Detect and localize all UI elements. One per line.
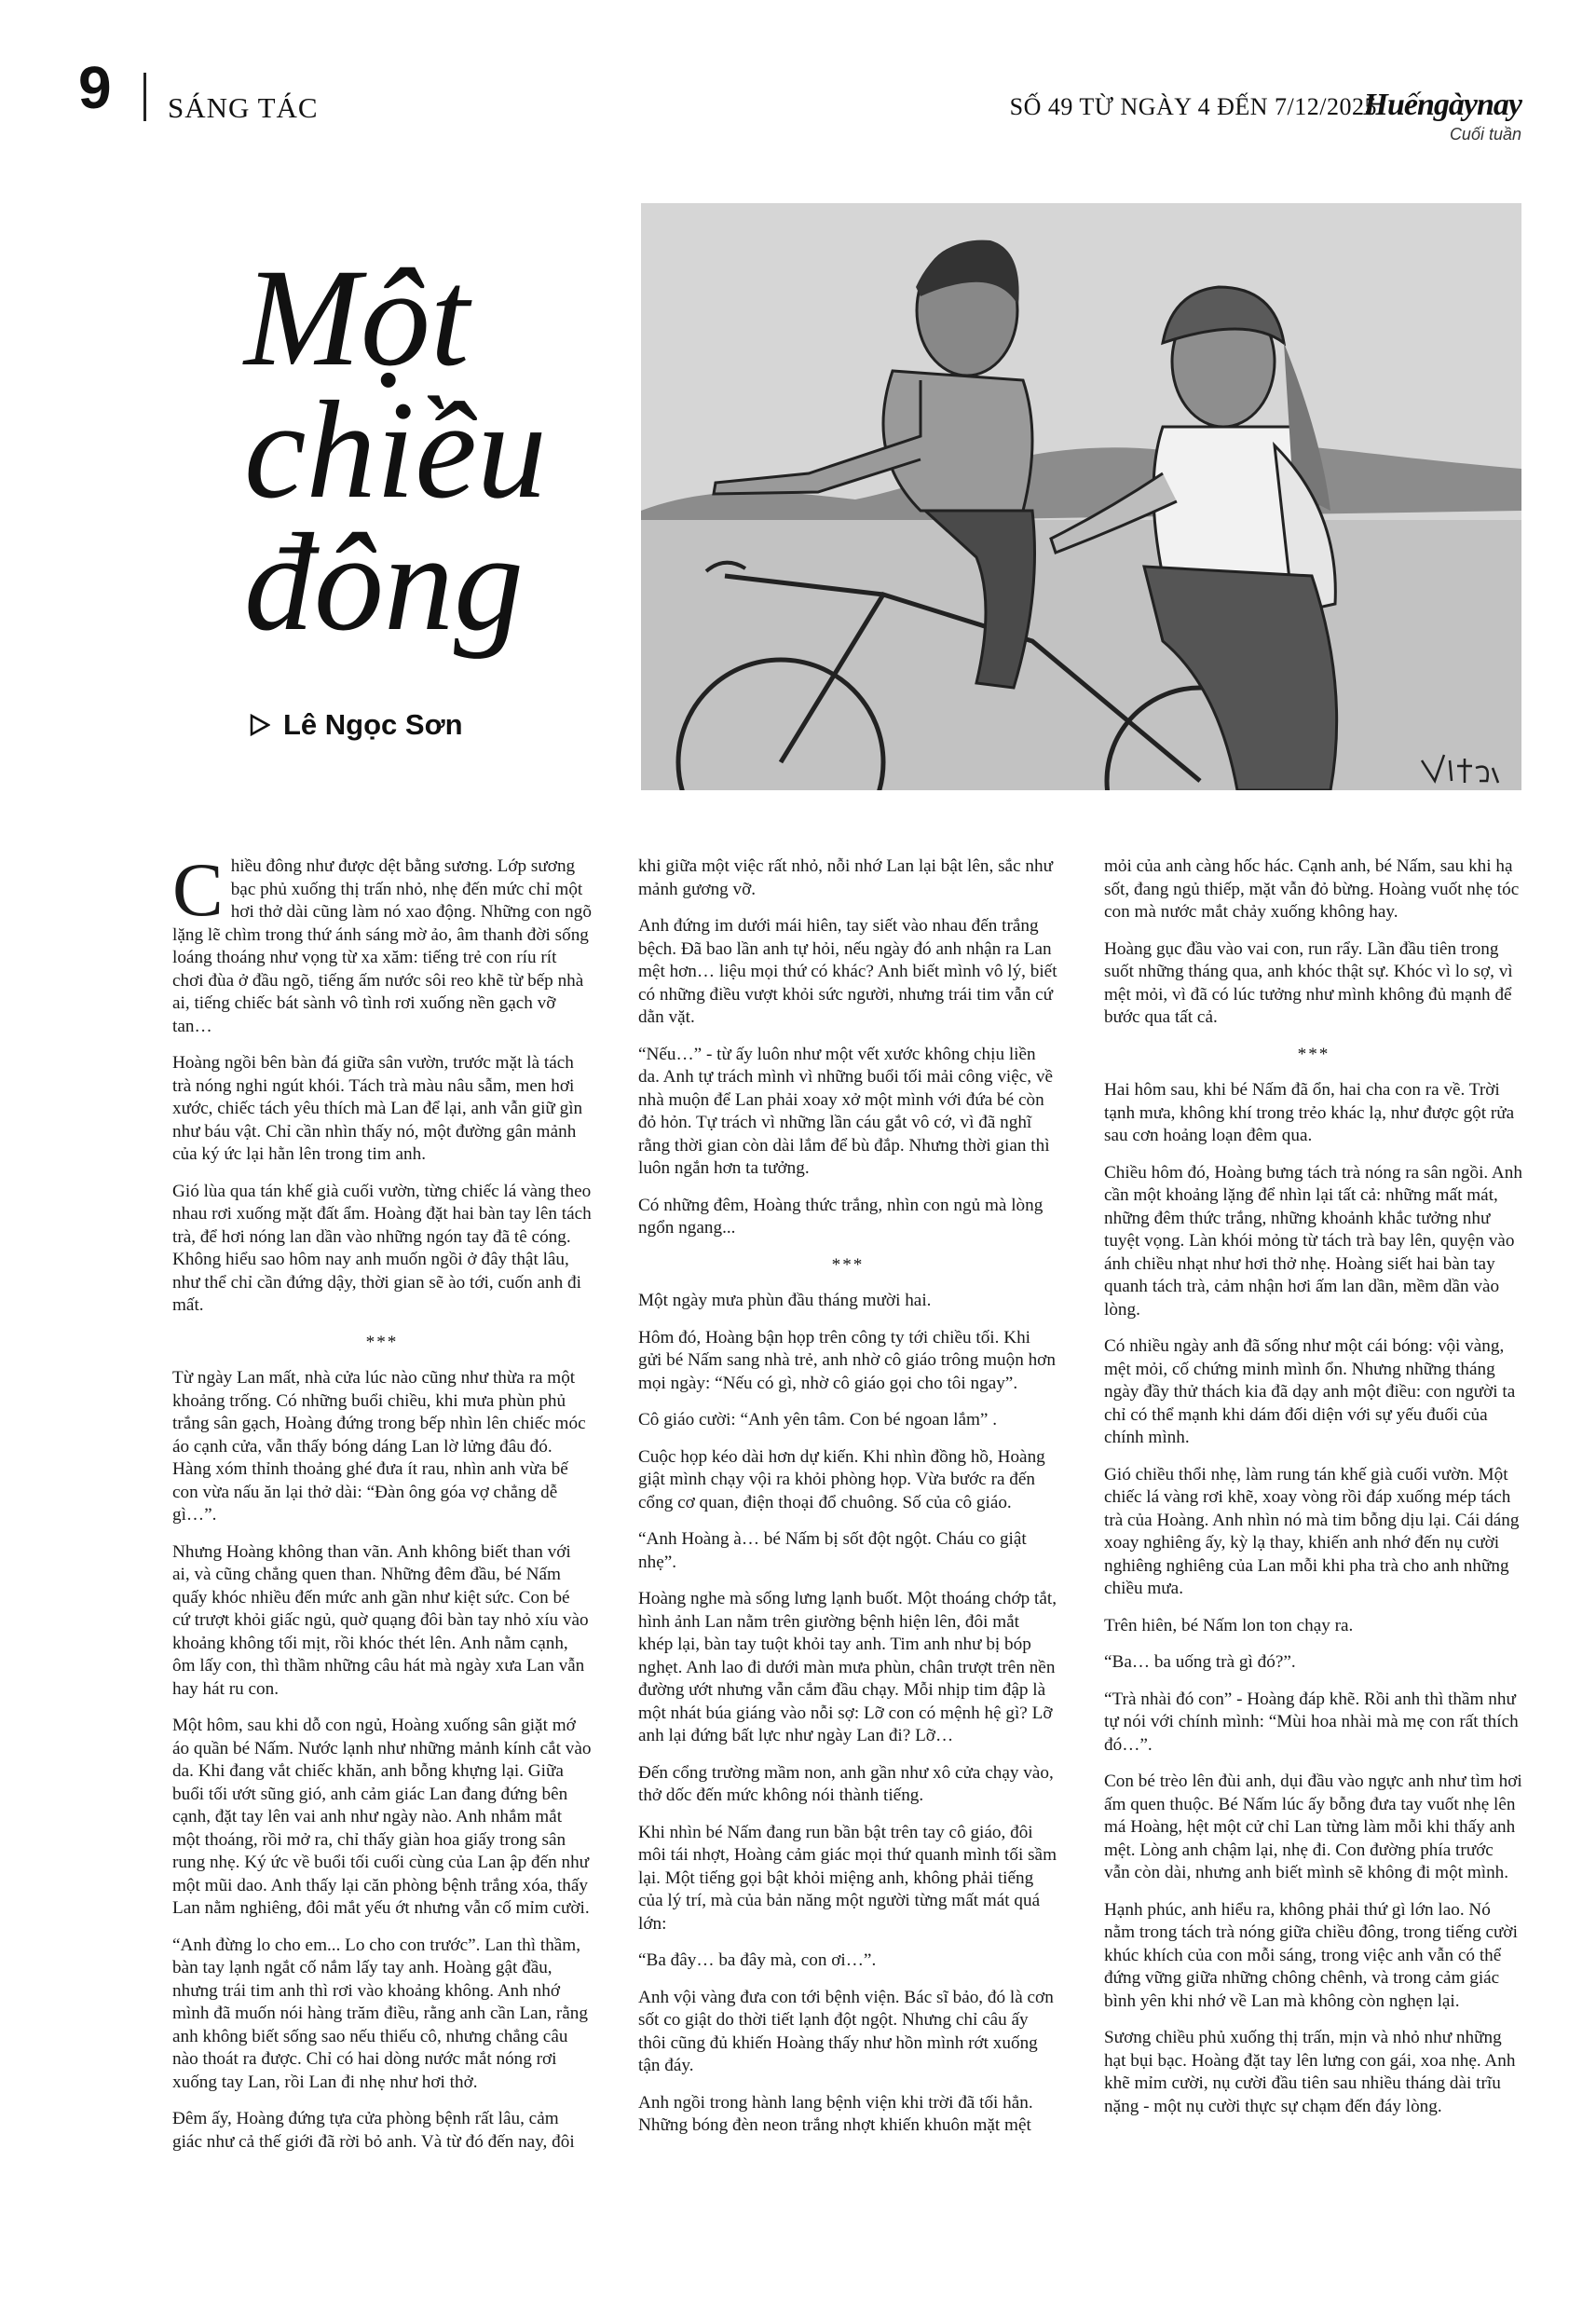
article-body (172, 847, 1523, 2168)
paragraph-text: Có những đêm, Hoàng thức trắng, nhìn con ngủ mà lòng ngổn ngang... (638, 1195, 1044, 1238)
body-paragraph (172, 2108, 592, 2154)
brand-logo: Huếngàynay (1363, 88, 1521, 122)
article-title (244, 240, 654, 660)
body-paragraph (172, 1715, 592, 1921)
body-paragraph (172, 1935, 592, 2095)
paragraph-text: “Anh Hoàng à… bé Nấm bị sốt đột ngột. Cháu co giật nhẹ”. (638, 1529, 1027, 1572)
brand-subtitle: Cuối tuần (1449, 125, 1521, 144)
body-paragraph (638, 1409, 1057, 1432)
title-line: Một (244, 240, 470, 395)
body-paragraph (638, 915, 1057, 1030)
paragraph-text: Cô giáo cười: “Anh yên tâm. Con bé ngoan lắm” . (638, 1410, 998, 1430)
paragraph-text: Một ngày mưa phùn đầu tháng mười hai. (638, 1291, 932, 1310)
body-column-2 (638, 855, 1057, 2168)
body-paragraph (172, 1541, 592, 1702)
body-paragraph (172, 1052, 592, 1167)
paragraph-text: Nhưng Hoàng không than vãn. Anh không biết than với ai, và cũng chẳng quen than. Những đêm đầu, bé Nấm quấy khóc nhiều đến mức anh gần như kiệt sức. Con bé cứ trượt khỏi giấc ngủ, quờ quạng đôi bàn tay nhỏ xíu vào khoảng không tối mịt, rồi khóc thét lên. Anh nằm cạnh, ôm lấy con, thì thầm những câu hát mà ngày xưa Lan vẫn hay hát ru con. (172, 1541, 589, 1699)
paragraph-text: “Anh đừng lo cho em... Lo cho con trước”. Lan thì thầm, bàn tay lạnh ngắt cố nắm lấy tay anh. Hoàng gật đầu, nhưng trái tim anh thì rơi vào khoảng không. Anh nhớ mình đã muốn nói hàng trăm điều, rằng anh cần Lan, rằng anh không biết sống sao nếu thiếu cô, nhưng chẳng câu nào thoát ra được. Chỉ có hai dòng nước mắt nóng rơi xuống tay Lan, rồi Lan đi nhẹ như hơi thở. (172, 1935, 588, 2092)
paragraph-text: Hoàng nghe mà sống lưng lạnh buốt. Một thoáng chớp tắt, hình ảnh Lan nằm trên giường bệnh hiện lên, đôi mắt khép lại, bàn tay tuột khỏi tay anh. Tim anh như bị bóp nghẹt. Anh lao đi dưới màn mưa phùn, chân trượt trên nền đường ướt nhưng vẫn cắm đầu chạy. Mỗi nhịp tim đập là một nhát búa giáng vào nỗi sợ: Lỡ con có mệnh hệ gì? Lỡ anh lại đứng bất lực như ngày Lan đi? Lỡ… (638, 1589, 1057, 1745)
title-line: chiều (244, 373, 547, 527)
paragraph-text: mỏi của anh càng hốc hác. Cạnh anh, bé Nấm, sau khi hạ sốt, đang ngủ thiếp, mặt vẫn đỏ bừng. Hoàng vuốt nhẹ tóc con mà nước mắt chảy xuống không hay. (1104, 856, 1520, 922)
body-paragraph (172, 847, 592, 1038)
paragraph-text: *** (831, 1254, 865, 1275)
paragraph-text: Anh ngồi trong hành lang bệnh viện khi trời đã tối hẳn. Những bóng đèn neon trắng nhợt khiến khuôn mặt mệt (638, 2092, 1033, 2135)
body-paragraph (638, 1290, 1057, 1313)
body-paragraph (638, 1949, 1057, 1973)
title-line: đông (244, 505, 524, 660)
header-divider (143, 73, 146, 121)
paragraph-text: “Ba đây… ba đây mà, con ơi…”. (638, 1950, 877, 1970)
body-paragraph (638, 1822, 1057, 1936)
body-paragraph (1104, 938, 1523, 1030)
body-paragraph (638, 1446, 1057, 1515)
illustration (641, 203, 1521, 790)
body-paragraph (638, 1044, 1057, 1181)
body-paragraph (638, 1588, 1057, 1748)
body-paragraph (1104, 2027, 1523, 2118)
paragraph-text: Khi nhìn bé Nấm đang run bần bật trên tay cô giáo, đôi môi tái nhợt, Hoàng cảm giác mọi thứ quanh mình tối sầm lại. Một tiếng gọi bật khỏi miệng anh, không phải tiếng của lý trí, mà của bản năng một người từng mất mát quá lớn: (638, 1822, 1057, 1934)
author-name: Lê Ngọc Sơn (283, 708, 463, 741)
paragraph-text: Hoàng ngồi bên bàn đá giữa sân vườn, trước mặt là tách trà nóng nghi ngút khói. Tách trà màu nâu sẫm, men hơi xước, chiếc tách yêu thích mà Lan để lại, anh vẫn giữ gìn như báu vật. Chỉ cần nhìn thấy nó, một đường gân mảnh của ký ức lại hằn lên trong tim anh. (172, 1053, 583, 1164)
paragraph-text: Hoàng gục đầu vào vai con, run rẩy. Lần đầu tiên trong suốt những tháng qua, anh khóc thật sự. Khóc vì lo sợ, vì mệt mỏi, vì đã có lúc tưởng như mình không đủ mạnh để bước qua tất cả. (1104, 938, 1513, 1027)
paragraph-text: *** (365, 1332, 399, 1352)
section-separator (1104, 1044, 1523, 1067)
section-label: SÁNG TÁC (168, 91, 319, 124)
paragraph-text: Đến cổng trường mầm non, anh gần như xô cửa chạy vào, thở dốc đến mức không nói thành tiếng. (638, 1762, 1054, 1805)
body-paragraph (1104, 1651, 1523, 1675)
byline-triangle-icon (250, 714, 270, 736)
page-number: 9 (78, 54, 112, 121)
paragraph-text: hiều đông như được dệt bằng sương. Lớp sương bạc phủ xuống thị trấn nhỏ, nhẹ đến mức chỉ một hơi thở dài cũng làm nó xao động. Những con ngõ lặng lẽ chìm trong thứ ánh sáng mờ ảo, âm thanh đời sống loáng thoáng như vọng từ xa xăm: tiếng trẻ con ríu rít chơi đùa ở đầu ngõ, tiếng ấm nước sôi reo khẽ từ bếp nhà ai, tiếng chiếc bát sành vô tình rơi xuống nền gạch vỡ tan… (172, 856, 592, 1036)
drop-cap: C (172, 847, 224, 932)
paragraph-text: “Trà nhài đó con” - Hoàng đáp khẽ. Rồi anh thì thầm như tự nói với chính mình: “Mùi hoa nhài mà mẹ con rất thích đó…”. (1104, 1689, 1519, 1755)
paragraph-text: Con bé trèo lên đùi anh, dụi đầu vào ngực anh như tìm hơi ấm quen thuộc. Bé Nấm lúc ấy bỗng đưa tay vuốt nhẹ lên má Hoàng, hệt một cử chỉ Lan từng làm mỗi khi thấy anh mệt. Lòng anh chậm lại, nhẹ đi. Con đường phía trước vẫn còn dài, nhưng anh biết mình sẽ không đi một mình. (1104, 1772, 1522, 1882)
paragraph-text: Anh đứng im dưới mái hiên, tay siết vào nhau đến trắng bệch. Đã bao lần anh tự hỏi, nếu ngày đó anh nhận ra Lan mệt hơn… liệu mọi thứ có khác? Anh biết mình vô lý, biết có những điều vượt khỏi sức người, nhưng trái tim vẫn cứ dằn vặt. (638, 916, 1057, 1027)
body-paragraph (638, 855, 1057, 901)
paragraph-text: Hôm đó, Hoàng bận họp trên công ty tới chiều tối. Khi gửi bé Nấm sang nhà trẻ, anh nhờ cô giáo trông muộn hơn mọi ngày: “Nếu có gì, nhờ cô giáo gọi cho tôi ngay”. (638, 1327, 1056, 1393)
paragraph-text: *** (1297, 1044, 1330, 1064)
paragraph-text: Một hôm, sau khi dỗ con ngủ, Hoàng xuống sân giặt mớ áo quần bé Nấm. Nước lạnh như những mảnh kính cắt vào da. Khi đang vắt chiếc khăn, anh bỗng khựng lại. Giữa buổi tối ướt sũng gió, anh cảm giác Lan đang đứng bên cạnh, đặt tay lên vai anh như ngày nào. Anh nhắm mắt một thoáng, rồi mở ra, chỉ thấy giàn hoa giấy trong sân rung nhẹ. Ký ức về buổi tối cuối cùng của Lan ập đến như một mũi dao. Anh thấy lại căn phòng bệnh trắng xóa, thấy Lan nằm nghiêng, đôi mắt yếu ớt nhưng vẫn cố mỉm cười. (172, 1716, 592, 1918)
issue-info: SỐ 49 TỪ NGÀY 4 ĐẾN 7/12/2025 (1009, 93, 1377, 120)
paragraph-text: Chiều hôm đó, Hoàng bưng tách trà nóng ra sân ngồi. Anh cần một khoảng lặng để nhìn lại tất cả: những mất mát, những đêm thức trắng, những khoảnh khắc tưởng như tuyệt vọng. Làn khói mỏng từ tách trà bay lên, quyện vào ánh chiều nhạt như hơi thở nhẹ. Hoàng siết hai bàn tay quanh tách trà, cảm nhận hơi ấm lan dần, mềm dần vào lòng. (1104, 1162, 1522, 1320)
paragraph-text: Có nhiều ngày anh đã sống như một cái bóng: vội vàng, mệt mỏi, cố chứng minh mình ổn. Nhưng những tháng ngày đầy thử thách kia đã dạy anh một điều: con người ta chỉ có thể mạnh khi dám đối diện với sự yếu đuối của chính mình. (1104, 1336, 1516, 1447)
paragraph-text: Anh vội vàng đưa con tới bệnh viện. Bác sĩ bảo, đó là cơn sốt co giật do thời tiết lạnh đột ngột. Nhưng chỉ câu ấy thôi cũng đủ khiến Hoàng thấy như hồn mình rớt xuống tận đáy. (638, 1987, 1054, 2075)
paragraph-text: Gió chiều thổi nhẹ, làm rung tán khế già cuối vườn. Một chiếc lá vàng rơi khẽ, xoay vòng rồi đáp xuống mép tách trà của Hoàng. Anh nhìn nó mà tim bỗng dịu lại. Cái dáng xoay nghiêng ấy, kỳ lạ thay, khiến anh nhớ đến nụ cười nghiêng nghiêng của Lan mỗi khi pha trà cho anh những chiều mưa. (1104, 1464, 1520, 1598)
paragraph-text: Đêm ấy, Hoàng đứng tựa cửa phòng bệnh rất lâu, cảm giác như cả thế giới đã rời bỏ anh. Và từ đó đến nay, đôi (172, 2109, 575, 2152)
paragraph-text: Cuộc họp kéo dài hơn dự kiến. Khi nhìn đồng hồ, Hoàng giật mình chạy vội ra khỏi phòng họp. Vừa bước ra đến cổng cơ quan, điện thoại đổ chuông. Số của cô giáo. (638, 1446, 1045, 1512)
body-paragraph (1104, 1335, 1523, 1450)
body-paragraph (638, 1195, 1057, 1240)
byline (250, 708, 463, 742)
paragraph-text: “Ba… ba uống trà gì đó?”. (1104, 1652, 1296, 1672)
body-paragraph (1104, 1162, 1523, 1322)
couple-on-bicycle-illustration (641, 203, 1521, 790)
body-paragraph (1104, 1689, 1523, 1758)
body-paragraph (638, 2092, 1057, 2138)
body-paragraph (1104, 1079, 1523, 1148)
paragraph-text: “Nếu…” - từ ấy luôn như một vết xước không chịu liền da. Anh tự trách mình vì những buổi tối mải công việc, về nhà muộn để Lan phải xoay xở một mình với đứa bé còn đỏ hỏn. Tự trách vì những lần cáu gắt vô cớ, vì đã nghĩ rằng thời gian còn dài lắm để bù đắp. Nhưng thời gian thì luôn ngắn hơn ta tưởng. (638, 1044, 1053, 1178)
body-paragraph (1104, 1899, 1523, 2014)
body-column-1 (172, 847, 592, 2168)
body-paragraph (638, 1987, 1057, 2078)
body-paragraph (1104, 1615, 1523, 1638)
body-paragraph (638, 1327, 1057, 1396)
body-paragraph (172, 1181, 592, 1318)
page-header (0, 0, 1596, 144)
section-separator (172, 1332, 592, 1355)
body-paragraph (638, 1528, 1057, 1574)
body-column-3 (1104, 855, 1523, 2168)
paragraph-text: Hai hôm sau, khi bé Nấm đã ổn, hai cha con ra về. Trời tạnh mưa, không khí trong trẻo khác lạ, như được gột rửa sau cơn hoảng loạn đêm qua. (1104, 1080, 1515, 1145)
body-paragraph (638, 1762, 1057, 1808)
body-paragraph (1104, 855, 1523, 924)
paragraph-text: Hạnh phúc, anh hiểu ra, không phải thứ gì lớn lao. Nó nằm trong tách trà nóng giữa chiều đông, trong tiếng cười khúc khích của con mỗi sáng, trong việc anh vẫn có thể đứng vững giữa những chông chênh, và trong cảm giác bình yên khi nhớ về Lan mà không còn nghẹn lại. (1104, 1899, 1518, 2011)
paragraph-text: Trên hiên, bé Nấm lon ton chạy ra. (1104, 1615, 1354, 1635)
paragraph-text: khi giữa một việc rất nhỏ, nỗi nhớ Lan lại bật lên, sắc như mảnh gương vỡ. (638, 856, 1053, 899)
body-paragraph (172, 1367, 592, 1527)
body-paragraph (1104, 1464, 1523, 1601)
body-paragraph (1104, 1771, 1523, 1885)
paragraph-text: Từ ngày Lan mất, nhà cửa lúc nào cũng như thừa ra một khoảng trống. Có những buổi chiều, khi mưa phùn phủ trắng sân gạch, Hoàng đứng trong bếp nhìn lên chiếc móc áo cạnh cửa, vẫn thấy bóng dáng Lan lờ lửng đâu đó. Hàng xóm thỉnh thoảng ghé đưa ít rau, nhìn anh vừa bế con vừa nấu ăn lại thở dài: “Đàn ông góa vợ chẳng dễ gì…”. (172, 1368, 586, 1525)
paragraph-text: Gió lùa qua tán khế già cuối vườn, từng chiếc lá vàng theo nhau rơi xuống mặt đất ẩm. Hoàng đặt hai bàn tay lên tách trà, để hơi nóng lan dần vào những ngón tay đã tê cóng. Không hiểu sao hôm nay anh muốn ngồi ở đây thật lâu, như thể chỉ cần đứng dậy, thời gian sẽ ào tới, cuốn anh đi mất. (172, 1181, 592, 1315)
paragraph-text: Sương chiều phủ xuống thị trấn, mịn và nhỏ như những hạt bụi bạc. Hoàng đặt tay lên lưng con gái, xoa nhẹ. Anh khẽ mỉm cười, nụ cười đầu tiên sau nhiều tháng dài trĩu nặng - một nụ cười thực sự chạm đến đáy lòng. (1104, 2028, 1516, 2116)
section-separator (638, 1254, 1057, 1278)
